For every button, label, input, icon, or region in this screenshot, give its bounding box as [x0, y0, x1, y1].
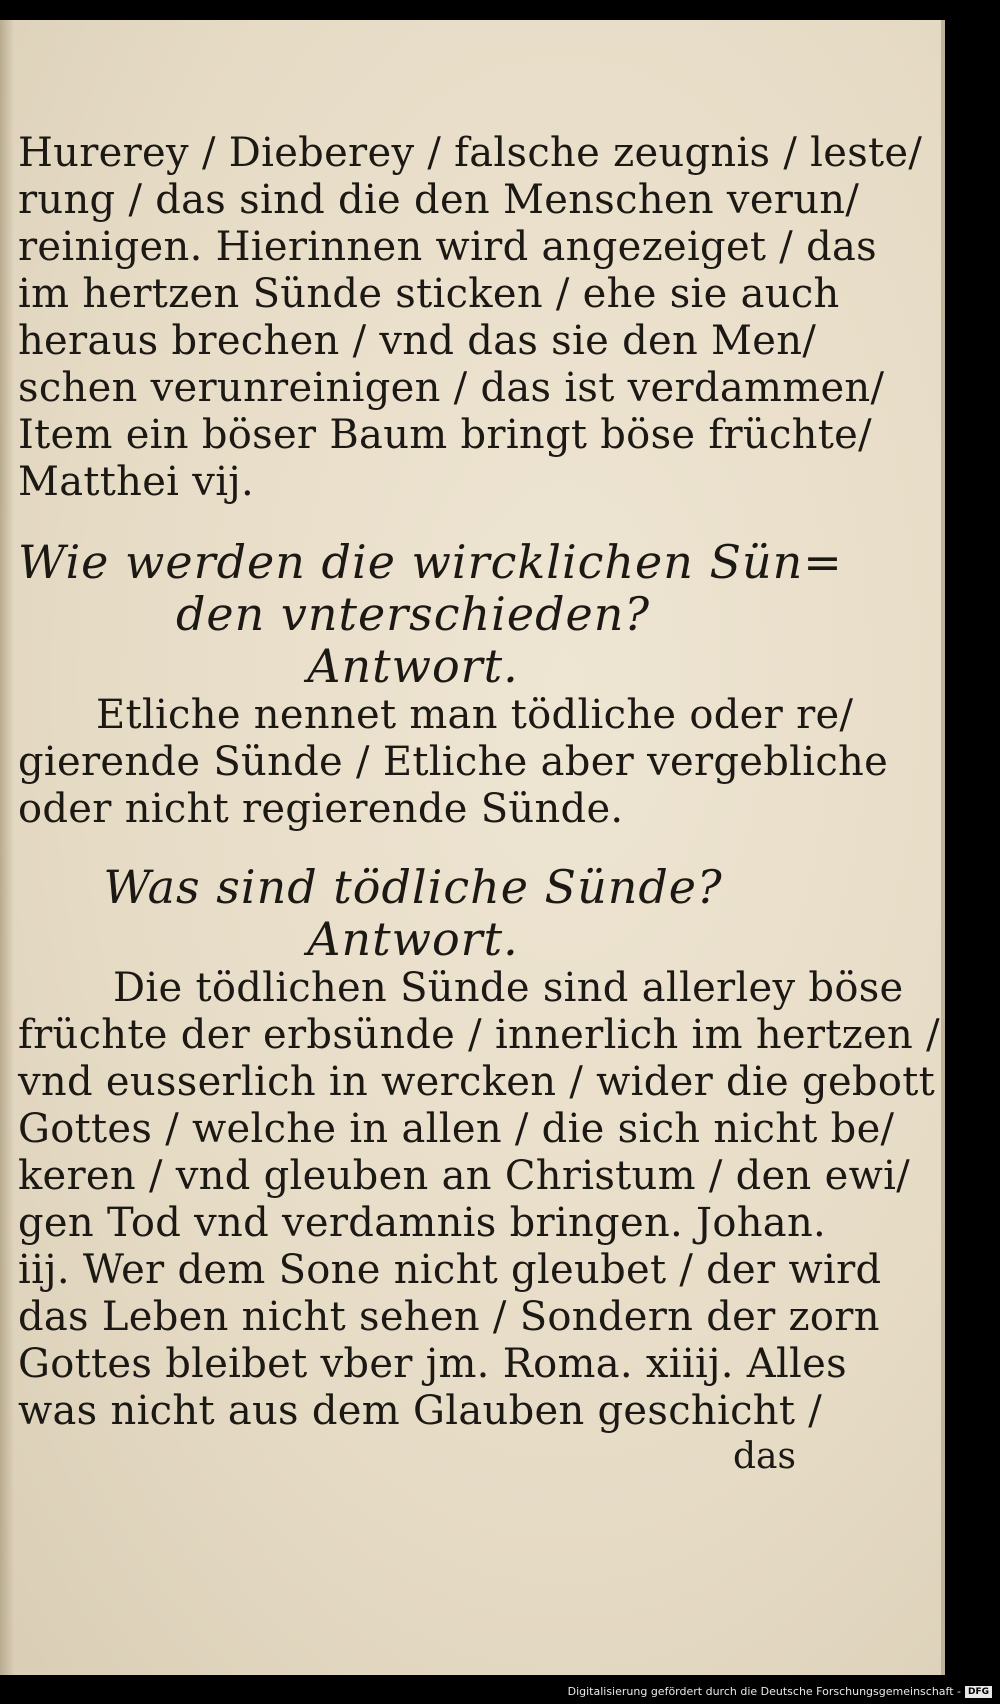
answer-line: das Leben nicht sehen / Sondern der zorn — [18, 1294, 880, 1340]
answer-line: oder nicht regierende Sünde. — [18, 786, 624, 832]
book-page — [0, 20, 945, 1675]
text-line: Item ein böser Baum bringt böse früchte/ — [18, 412, 872, 458]
credit-text: Digitalisierung gefördert durch die Deutsche Forschungsgemeinschaft - — [567, 1685, 961, 1698]
text-line: rung / das sind die den Menschen verun/ — [18, 177, 860, 223]
question-heading: den vnterschieden? — [175, 587, 651, 641]
answer-line: Gottes bleibet vber jm. Roma. xiiij. Alles — [18, 1341, 847, 1387]
page-text — [18, 130, 940, 1479]
answer-line: früchte der erbsünde / innerlich im hertzen / — [18, 1012, 940, 1058]
answer-line: gen Tod vnd verdamnis bringen. Johan. — [18, 1200, 827, 1246]
text-line: reinigen. Hierinnen wird angezeiget / das — [18, 224, 877, 270]
text-line: Hurerey / Dieberey / falsche zeugnis / leste/ — [18, 130, 923, 176]
question-heading: Wie werden die wircklichen Sün= — [18, 535, 843, 589]
answer-line: Die tödlichen Sünde sind allerley böse — [113, 965, 904, 1011]
question-heading: Was sind tödliche Sünde? — [103, 860, 723, 914]
answer-line: vnd eusserlich in wercken / wider die gebott — [18, 1059, 935, 1105]
answer-line: Etliche nennet man tödliche oder re/ — [96, 692, 854, 738]
answer-label: Antwort. — [307, 912, 519, 966]
answer-line: iij. Wer dem Sone nicht gleubet / der wird — [18, 1247, 882, 1293]
answer-line: gierende Sünde / Etliche aber vergebliche — [18, 739, 889, 785]
text-line: schen verunreinigen / das ist verdammen/ — [18, 365, 885, 411]
text-line: heraus brechen / vnd das sie den Men/ — [18, 318, 817, 364]
answer-line: was nicht aus dem Glauben geschicht / — [18, 1388, 823, 1434]
answer-line: keren / vnd gleuben an Christum / den ewi/ — [18, 1153, 910, 1199]
catchword: das — [733, 1436, 796, 1477]
text-line: Matthei vij. — [18, 459, 255, 505]
page-gutter-shadow — [0, 20, 14, 1675]
answer-line: Gottes / welche in allen / die sich nicht be/ — [18, 1106, 895, 1152]
dfg-logo: DFG — [965, 1686, 992, 1698]
text-line: im hertzen Sünde sticken / ehe sie auch — [18, 271, 840, 317]
answer-label: Antwort. — [307, 639, 519, 693]
digitization-credit — [568, 1685, 992, 1698]
